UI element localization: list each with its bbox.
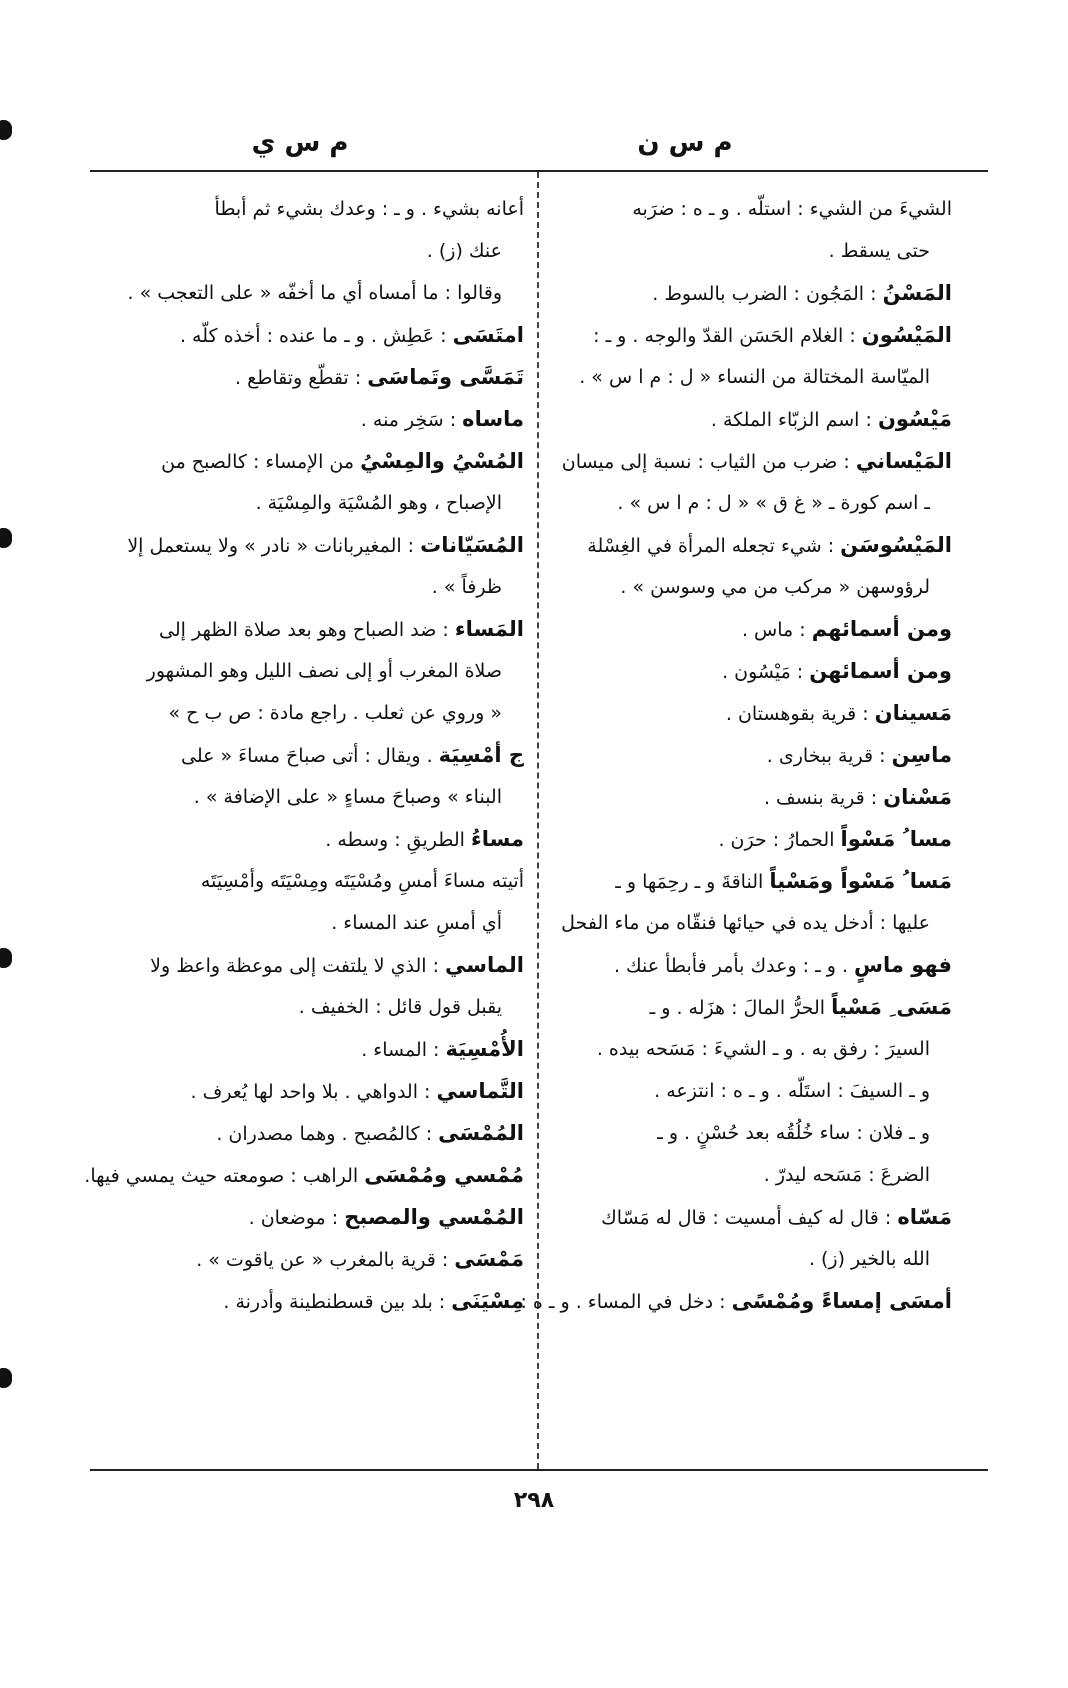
entry-line <box>92 524 524 566</box>
definition-text: عنك (ز) . <box>426 240 502 262</box>
definition-text: : قال له كيف أمسيت : قال له مَسّاك <box>601 1207 898 1229</box>
definition-text: : موضعان . <box>248 1207 345 1229</box>
definition-text: الله بالخير (ز) . <box>808 1248 930 1270</box>
headword: مَسَى ِ مَسْياً <box>831 995 952 1019</box>
headword: فهو ماسٍ <box>854 953 952 977</box>
headword: الماسي <box>445 953 524 977</box>
entry-line <box>92 860 524 902</box>
definition-text: : عَطِش . و ـ ما عنده : أخذه كلّه . <box>179 325 453 347</box>
entry-line <box>552 524 952 566</box>
headword: المَيْسُوسَن <box>840 533 952 557</box>
definition-text: حتى يسقط . <box>828 240 930 262</box>
entry-line <box>552 986 952 1028</box>
binding-mark <box>0 948 12 968</box>
definition-text: . و ـ : وعدك بأمر فأبطأ عنك . <box>613 955 855 977</box>
entry-line <box>552 944 952 986</box>
definition-text: : الغلام الحَسَن القدّ والوجه . و ـ : <box>593 325 862 347</box>
entry-line <box>92 818 524 860</box>
entry-line <box>92 986 524 1028</box>
right-column <box>520 188 952 1322</box>
definition-text: : المغيربانات « نادر » ولا يستعمل إلا <box>127 535 421 557</box>
left-column <box>84 188 524 1322</box>
definition-text: الضرعَ : مَسَحه ليدرّ . <box>763 1164 930 1186</box>
entry-line <box>92 356 524 398</box>
entry-line <box>552 482 952 524</box>
entry-line <box>92 398 524 440</box>
headword: مَيْسُون <box>877 407 952 431</box>
entry-line <box>520 1280 952 1322</box>
entry-line <box>92 1280 524 1322</box>
headword: ماسِن <box>891 743 952 767</box>
definition-text: : المساء . <box>361 1039 446 1061</box>
entry-line <box>92 230 524 272</box>
definition-text: : اسم الزبّاء الملكة . <box>710 409 878 431</box>
headword: مَسينان <box>874 701 952 725</box>
entry-line <box>552 272 952 314</box>
headword: مِسْيَنَى <box>451 1289 524 1313</box>
headword: المَساء <box>454 617 524 641</box>
entry-line <box>92 314 524 356</box>
definition-text: : دخل في المساء . و ـ ه : <box>520 1291 732 1313</box>
definition-text: : ضد الصباح وهو بعد صلاة الظهر إلى <box>159 619 455 641</box>
definition-text: : سَخِر منه . <box>360 409 463 431</box>
entry-line <box>92 1112 524 1154</box>
running-head-right: م س ن <box>637 128 733 158</box>
entry-line <box>92 650 524 692</box>
entry-line <box>552 1238 952 1280</box>
definition-text: الحمارُ : حرَن . <box>718 829 841 851</box>
definition-text: البناء » وصباحَ مساءٍ « على الإضافة » . <box>193 786 502 808</box>
bottom-rule <box>90 1469 988 1471</box>
headword: أمسَى إمساءً ومُمْسًى <box>731 1289 952 1313</box>
entry-line <box>92 482 524 524</box>
headword: ج أمْسِيَة <box>438 743 524 767</box>
entry-line <box>552 398 952 440</box>
entry-line <box>92 608 524 650</box>
entry-line <box>92 776 524 818</box>
definition-text: : بلد بين قسطنطينة وأدرنة . <box>223 1291 452 1313</box>
entry-line <box>552 902 952 944</box>
definition-text: الراهب : صومعته حيث يمسي فيها. <box>84 1165 365 1187</box>
entry-line <box>92 944 524 986</box>
definition-text: : قرية ببخارى . <box>766 745 892 767</box>
headword: المُمْسَى <box>438 1121 524 1145</box>
entry-line <box>552 608 952 650</box>
definition-text: أعانه بشيء . و ـ : وعدك بشيء ثم أبطأ <box>214 198 524 220</box>
entry-line <box>84 1154 524 1196</box>
definition-text: : قرية بالمغرب « عن ياقوت » . <box>196 1249 455 1271</box>
definition-text: السيرَ : رفق به . و ـ الشيءَ : مَسَحه بيده . <box>596 1038 930 1060</box>
entry-line <box>92 1028 524 1070</box>
binding-mark <box>0 1368 12 1388</box>
definition-text: : كالمُصبح . وهما مصدران . <box>216 1123 439 1145</box>
entry-line <box>552 188 952 230</box>
definition-text: الطريقِ : وسطه . <box>325 829 471 851</box>
entry-line <box>92 440 524 482</box>
running-head-left: م س ي <box>251 128 349 158</box>
entry-line <box>92 1070 524 1112</box>
definition-text: صلاة المغرب أو إلى نصف الليل وهو المشهور <box>146 660 502 682</box>
headword: امتَسَى <box>452 323 524 347</box>
entry-line <box>92 1238 524 1280</box>
headword: المَسْنُ <box>882 281 952 305</box>
entry-line <box>552 566 952 608</box>
definition-text: الإصباح ، وهو المُسْيَة والمِسْيَة . <box>255 492 502 514</box>
headword: ماساه <box>462 407 524 431</box>
headword: الأُمْسِيَة <box>445 1037 524 1061</box>
entry-line <box>92 566 524 608</box>
definition-text: الناقةَ و ـ رحِمَها و ـ <box>615 871 770 893</box>
entry-line <box>552 314 952 356</box>
definition-text: وقالوا : ما أمساه أي ما أخفّه « على التعجب » . <box>127 282 502 304</box>
column-divider <box>537 172 539 1469</box>
entry-line <box>552 734 952 776</box>
definition-text: الحرُّ المالَ : هزَله . و ـ <box>649 997 832 1019</box>
headword: مَسْنان <box>883 785 952 809</box>
headword: المُسَيّانات <box>420 533 524 557</box>
binding-mark <box>0 528 12 548</box>
definition-text: أتيته مساءَ أمسِ ومُسْيَتَه ومِسْيَتَه وأمْسِيَتَه <box>200 870 524 892</box>
definition-text: و ـ فلان : ساء خُلُقُه بعد حُسْنٍ . و ـ <box>657 1122 930 1144</box>
definition-text: : المَجُون : الضرب بالسوط . <box>652 283 883 305</box>
entry-line <box>552 1112 952 1154</box>
definition-text: : قرية بنسف . <box>763 787 884 809</box>
binding-mark <box>0 120 12 140</box>
headword: مَمْسَى <box>454 1247 524 1271</box>
entry-line <box>92 734 524 776</box>
definition-text: « وروي عن ثعلب . راجع مادة : ص ب ح » <box>168 702 502 724</box>
headword: التَّماسي <box>436 1079 524 1103</box>
entry-line <box>92 1196 524 1238</box>
definition-text: الشيءَ من الشيء : استلّه . و ـ ه : ضرَبه <box>632 198 952 220</box>
headword: المَيْساني <box>855 449 952 473</box>
headword: مساءُ <box>471 827 524 851</box>
entry-line <box>92 692 524 734</box>
definition-text: : الذي لا يلتفت إلى موعظة واعظ ولا <box>150 955 446 977</box>
headword: ومن أسمائهم <box>811 617 952 641</box>
definition-text: عليها : أدخل يده في حيائها فنقّاه من ماء الفحل <box>561 912 930 934</box>
entry-line <box>552 818 952 860</box>
entry-line <box>552 230 952 272</box>
definition-text: . ويقال : أتى صباحَ مساءَ « على <box>180 745 439 767</box>
entry-line <box>552 1196 952 1238</box>
headword: المَيْسُون <box>861 323 952 347</box>
definition-text: : شيء تجعله المرأة في الغِسْلة <box>587 535 841 557</box>
entry-line <box>552 440 952 482</box>
definition-text: : ضرب من الثياب : نسبة إلى ميسان <box>561 451 856 473</box>
headword: تَمَسَّى وتَماسَى <box>367 365 524 389</box>
definition-text: : تقطّع وتقاطع . <box>235 367 368 389</box>
entry-line <box>552 650 952 692</box>
definition-text: : ماس . <box>741 619 812 641</box>
entry-line <box>552 776 952 818</box>
entry-line <box>552 860 952 902</box>
headword: مُمْسي ومُمْسَى <box>364 1163 524 1187</box>
definition-text: يقبل قول قائل : الخفيف . <box>298 996 502 1018</box>
entry-line <box>92 902 524 944</box>
definition-text: الميّاسة المختالة من النساء « ل : م ا س » . <box>579 366 930 388</box>
definition-text: لرؤوسهن « مركب من مي وسوسن » . <box>620 576 930 598</box>
entry-line <box>552 692 952 734</box>
definition-text: ظرفاً » . <box>431 576 502 598</box>
definition-text: ـ اسم كورة ـ « غ ق » « ل : م ا س » . <box>617 492 930 514</box>
entry-line <box>552 1070 952 1112</box>
definition-text: أي أمسِ عند المساء . <box>331 912 502 934</box>
entry-line <box>552 1154 952 1196</box>
page-number: ٢٩٨ <box>513 1488 555 1513</box>
definition-text: : قرية بقوهستان . <box>725 703 875 725</box>
headword: مَسّاه <box>897 1205 952 1229</box>
headword: المُمْسي والمصبح <box>344 1205 524 1229</box>
entry-line <box>552 356 952 398</box>
definition-text: من الإمساء : كالصبح من <box>161 451 361 473</box>
entry-line <box>92 272 524 314</box>
definition-text: و ـ السيفَ : استَلّه . و ـ ه : انتزعه . <box>654 1080 930 1102</box>
top-rule <box>90 170 988 172</box>
definition-text: : الدواهي . بلا واحد لها يُعرف . <box>190 1081 437 1103</box>
headword: ومن أسمائهن <box>809 659 952 683</box>
entry-line <box>552 1028 952 1070</box>
entry-line <box>92 188 524 230</box>
headword: مسا ُ مَسْواً <box>840 827 952 851</box>
headword: مَسا ُ مَسْواً ومَسْياً <box>769 869 952 893</box>
definition-text: : مَيْسُون . <box>722 661 810 683</box>
headword: المُسْيُ والمِسْيُ <box>360 449 524 473</box>
